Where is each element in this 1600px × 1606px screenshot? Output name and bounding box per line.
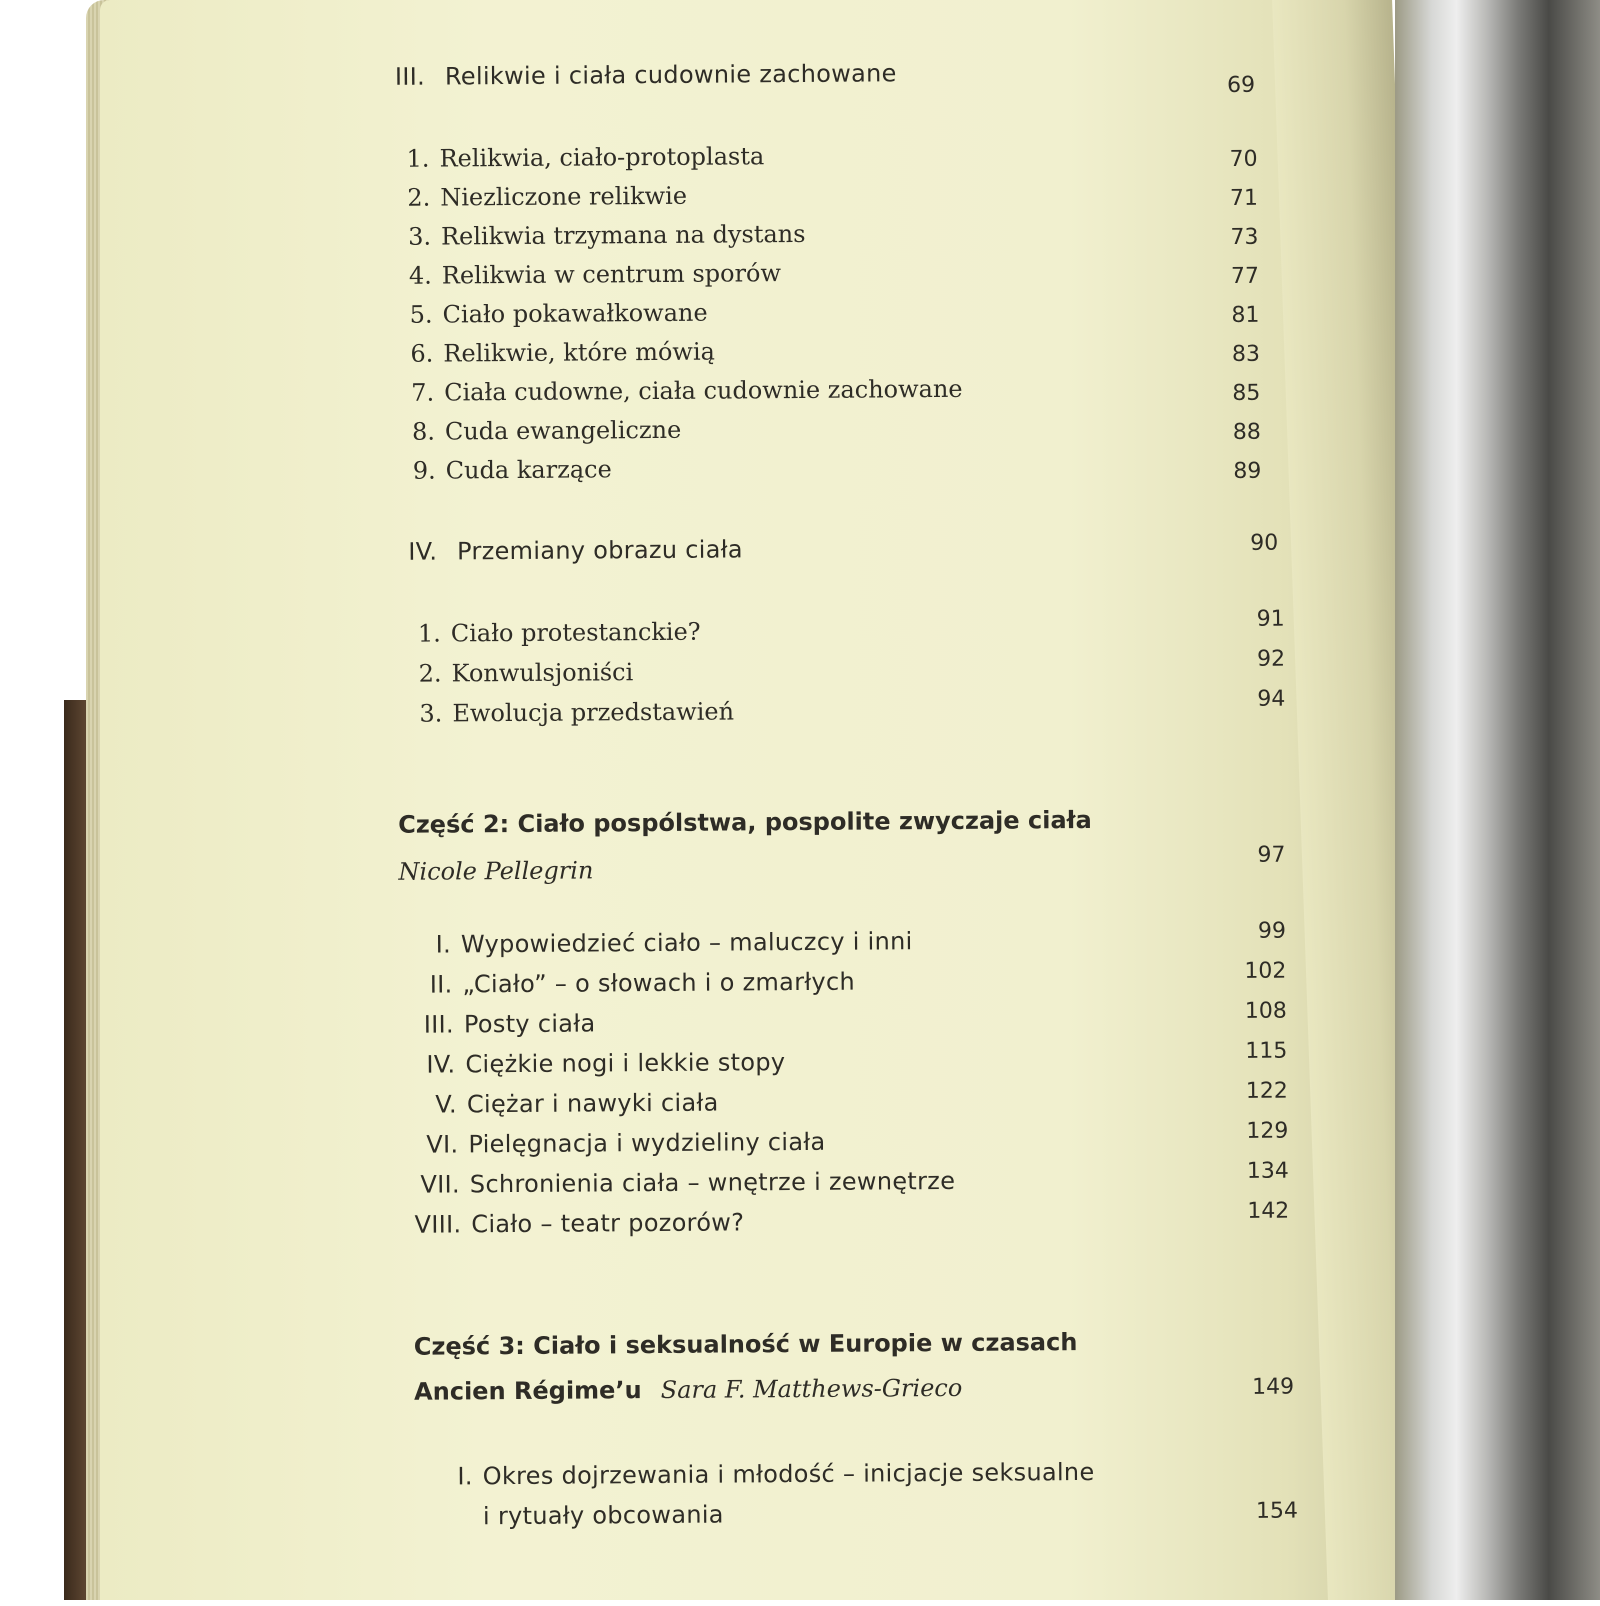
toc-label: IV.	[408, 537, 438, 566]
toc-label: 3.	[408, 222, 432, 251]
toc-title: Pielęgnacja i wydzieliny ciała	[468, 1127, 826, 1159]
toc-item	[401, 1208, 744, 1238]
toc-page-number: 154	[1255, 1498, 1299, 1524]
toc-label: II.	[429, 970, 453, 999]
toc-page-number: 77	[1230, 263, 1260, 289]
toc-label: 2.	[418, 659, 442, 688]
toc-page-number: 69	[1226, 72, 1256, 99]
toc-page-number: 115	[1245, 1038, 1288, 1064]
toc-title: Ciało pokawałkowane	[442, 298, 708, 329]
toc-label: 1.	[417, 619, 441, 648]
toc-page-number: 83	[1231, 341, 1260, 367]
toc-page-number: 91	[1256, 606, 1285, 632]
toc-label: 2.	[407, 183, 431, 212]
toc-label: IV.	[426, 1050, 456, 1079]
toc-item	[400, 1167, 956, 1199]
toc-item	[394, 1009, 596, 1038]
toc-page-number: 88	[1232, 419, 1261, 445]
toc-title: Cuda ewangeliczne	[444, 415, 682, 446]
toc-title: Ciężkie nogi i lekkie stopy	[465, 1048, 786, 1079]
toc-page-number: 85	[1232, 380, 1261, 406]
toc-page-number: 89	[1233, 458, 1262, 484]
toc-item	[395, 1048, 785, 1079]
toc-page-number: 90	[1250, 530, 1279, 556]
toc-title: Relikwie i ciała cudownie zachowane	[444, 59, 897, 91]
toc-label: 1.	[406, 144, 430, 173]
toc-page-number: 94	[1257, 686, 1286, 712]
toc-item	[392, 968, 855, 999]
toc-label: VIII.	[414, 1210, 462, 1239]
toc-title: „Ciało” – o słowach i o zmarłych	[462, 967, 856, 999]
part-3-title-line-1: Część 3: Ciało i seksualność w Europie w czasach	[413, 1328, 1078, 1361]
toc-page-number: 99	[1257, 918, 1287, 944]
toc-label: 5.	[409, 300, 433, 329]
toc-item	[397, 1089, 719, 1119]
toc-item	[401, 416, 681, 446]
toc-label: 6.	[410, 339, 434, 368]
toc-item	[399, 299, 708, 329]
toc-section-iii	[395, 59, 897, 91]
toc-page-number: 108	[1244, 998, 1287, 1024]
toc-title: Niezliczone relikwie	[440, 181, 688, 212]
toc-item	[407, 618, 701, 648]
part-3-title-continuation: Ancien Régime’u	[414, 1376, 642, 1406]
toc-page-number: 71	[1229, 185, 1259, 211]
toc-title: Relikwia w centrum sporów	[441, 259, 782, 290]
toc-page-number: 149	[1252, 1374, 1295, 1400]
toc-label: VII.	[420, 1170, 460, 1199]
toc-label: 4.	[408, 261, 432, 290]
part-3-author: Sara F. Matthews-Grieco	[660, 1373, 963, 1404]
toc-item-part3-i-line-2: i rytuały obcowania	[482, 1500, 724, 1531]
toc-label: 7.	[411, 378, 435, 407]
toc-title: Schronienia ciała – wnętrze i zewnętrze	[469, 1166, 956, 1199]
toc-title: Wypowiedzieć ciało – maluczcy i inni	[460, 927, 913, 959]
toc-section-iv	[408, 535, 743, 565]
toc-title: Posty ciała	[463, 1009, 596, 1039]
toc-title: Okres dojrzewania i młodość – inicjacje seksualne	[482, 1457, 1095, 1491]
toc-label: 9.	[412, 456, 436, 485]
toc-page-number: 70	[1229, 146, 1258, 172]
toc-title: Relikwia, ciało-protoplasta	[439, 142, 765, 173]
toc-item	[396, 182, 687, 212]
toc-label: V.	[435, 1090, 458, 1119]
toc-page-number: 122	[1245, 1078, 1288, 1104]
toc-page-number: 142	[1247, 1198, 1290, 1224]
toc-item	[408, 697, 734, 727]
toc-page-number: 73	[1230, 224, 1259, 250]
toc-title: Cuda karzące	[445, 455, 612, 485]
toc-item	[397, 220, 806, 251]
toc-item	[398, 259, 781, 290]
toc-title: Konwulsjoniści	[451, 658, 634, 688]
toc-label: VI.	[426, 1130, 459, 1159]
toc-title: Ciała cudowne, ciała cudownie zachowane	[444, 374, 963, 407]
toc-title: Ewolucja przedstawień	[452, 697, 735, 728]
toc-title: Przemiany obrazu ciała	[457, 535, 743, 566]
toc-label: III.	[423, 1010, 455, 1039]
toc-item	[400, 375, 963, 407]
toc-item	[395, 142, 764, 173]
toc-label: 8.	[411, 417, 436, 446]
toc-item	[398, 1128, 825, 1159]
toc-title: Ciężar i nawyki ciała	[466, 1088, 719, 1119]
toc-page-number: 81	[1231, 302, 1260, 328]
toc-item	[399, 338, 715, 368]
toc-title: Ciało – teatr pozorów?	[471, 1208, 745, 1239]
toc-label: III.	[394, 62, 426, 91]
toc-item	[408, 658, 634, 688]
part-2-author: Nicole Pellegrin	[398, 856, 594, 886]
toc-item-part3-i	[445, 1458, 1095, 1491]
toc-item	[391, 927, 913, 959]
toc-page-number: 97	[1257, 842, 1286, 868]
toc-label: I.	[457, 1462, 473, 1491]
part-2-title: Część 2: Ciało pospólstwa, pospolite zwyczaje ciała	[398, 805, 1092, 839]
toc-label: I.	[435, 930, 452, 959]
toc-page-number: 129	[1246, 1118, 1289, 1144]
toc-title: Relikwia trzymana na dystans	[440, 219, 806, 251]
toc-title: Relikwie, które mówią	[443, 337, 715, 368]
toc-label: 3.	[419, 699, 443, 728]
toc-page-number: 92	[1256, 646, 1286, 672]
toc-page-number: 102	[1244, 958, 1287, 984]
toc-page-number: 134	[1246, 1158, 1289, 1184]
part-3-title-line-2	[414, 1374, 962, 1406]
toc-item	[402, 455, 612, 484]
toc-title: Ciało protestanckie?	[450, 617, 701, 648]
